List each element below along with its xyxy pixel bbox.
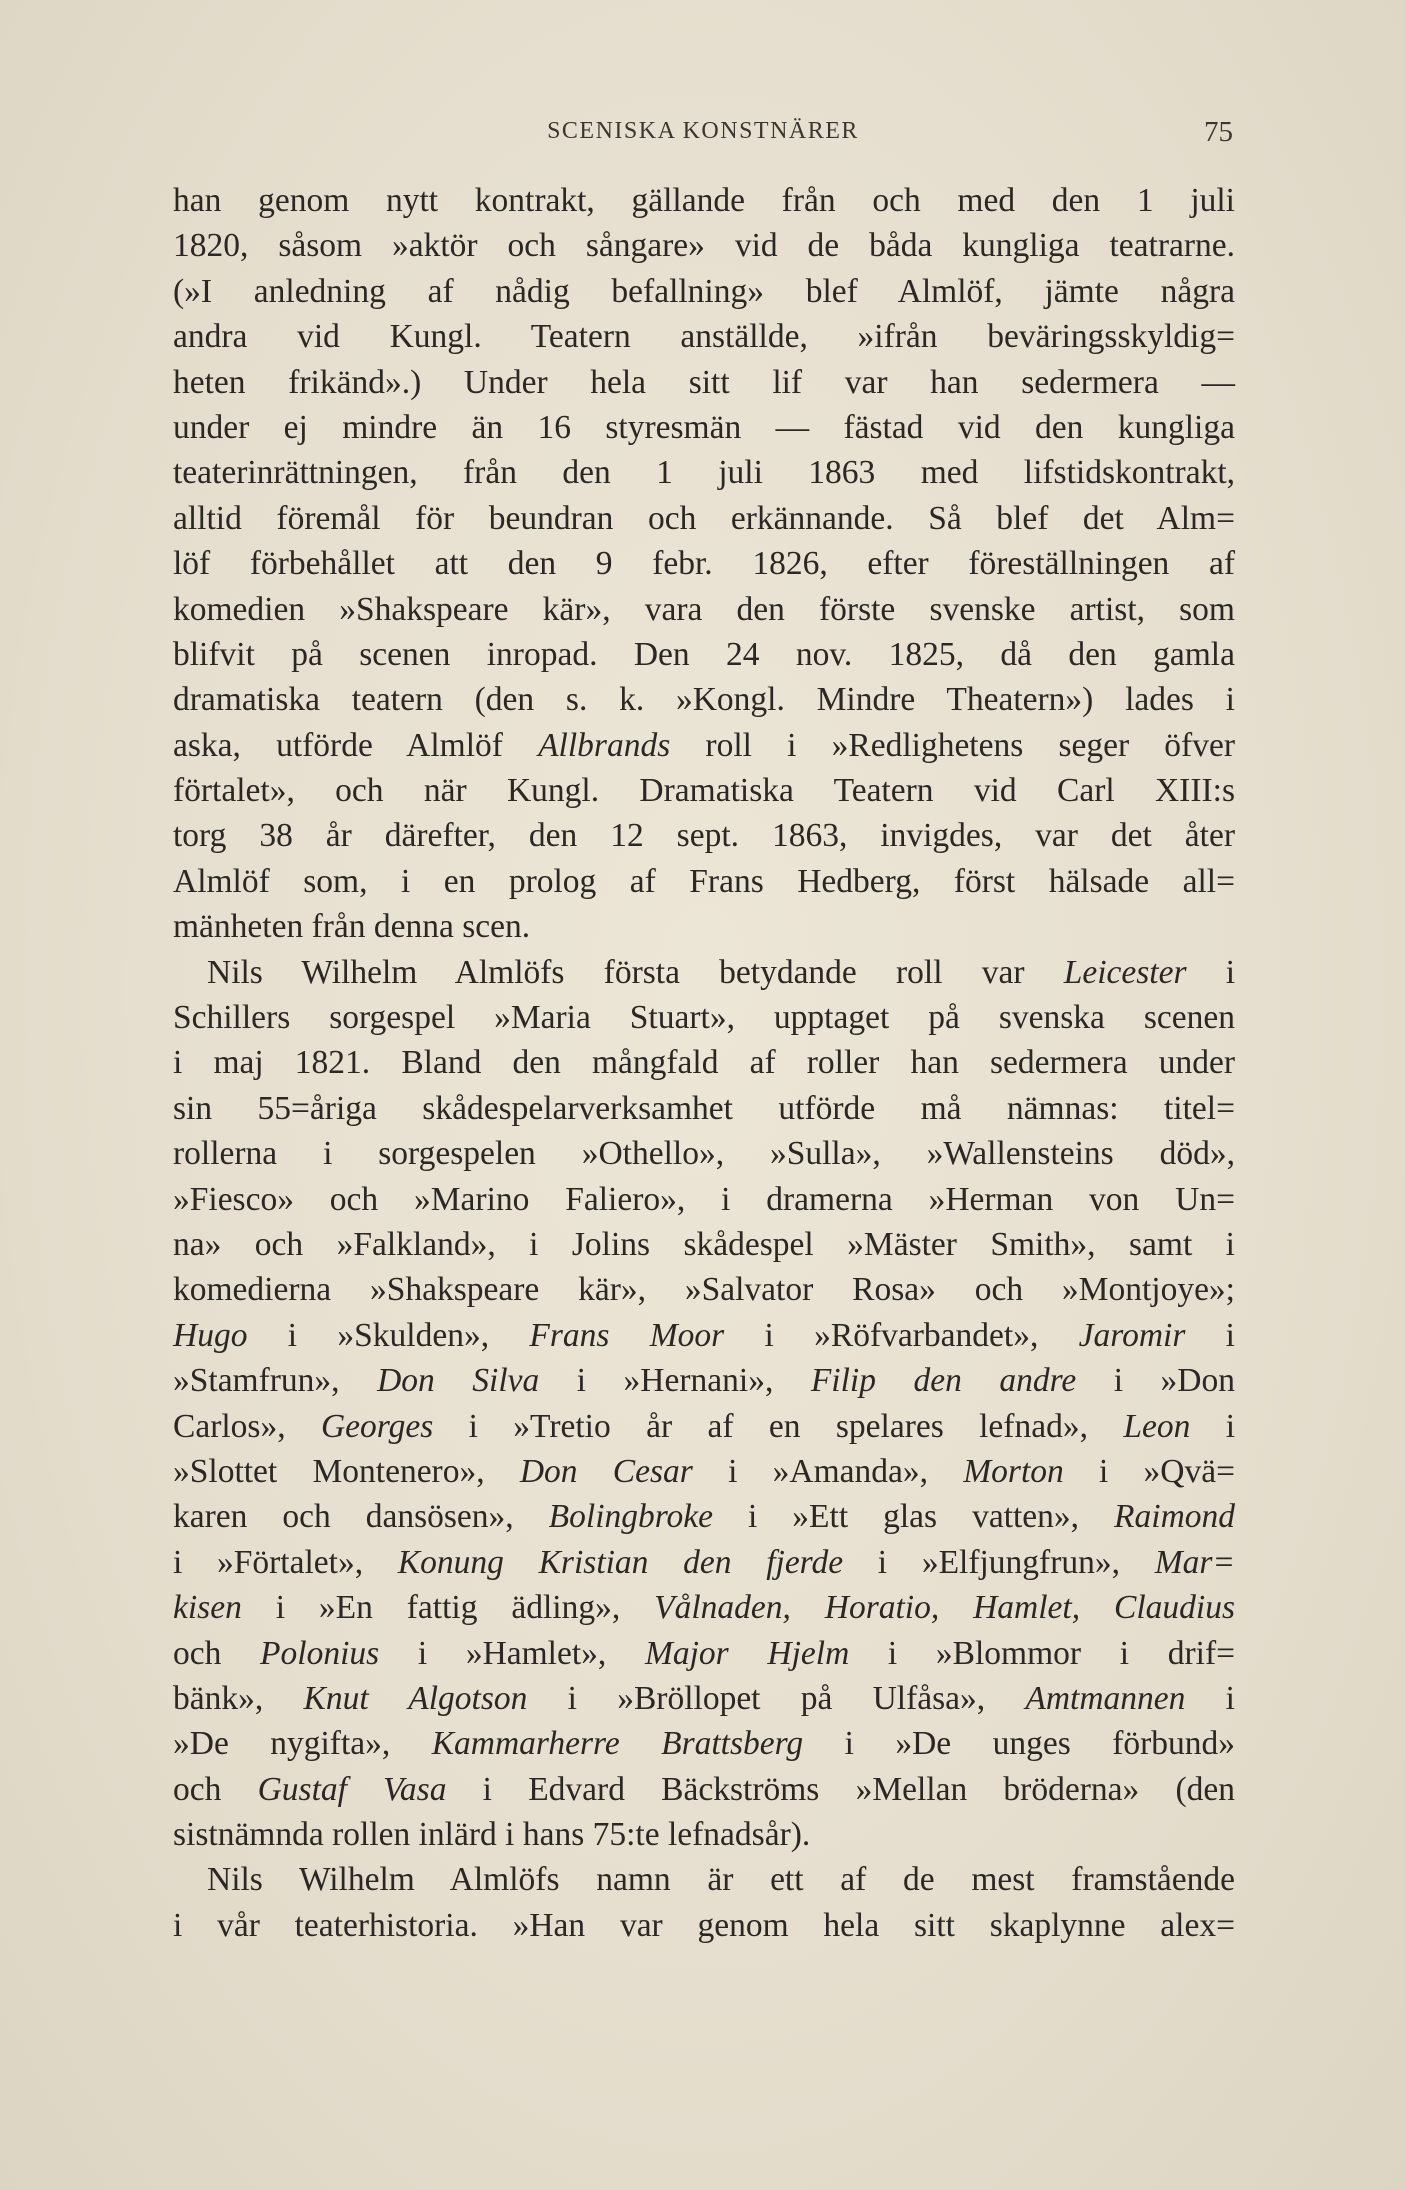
text-run: alltid föremål för beundran och erkännande. Så blef det Alm= bbox=[173, 499, 1235, 537]
text-run: i »Hernani», bbox=[539, 1362, 811, 1400]
italic-role-name: Major Hjelm bbox=[644, 1634, 850, 1672]
text-run: komedien »Shakspeare kär», vara den förste svenske artist, som bbox=[173, 590, 1235, 628]
italic-role-name: Jaromir bbox=[1078, 1316, 1186, 1354]
text-run: i maj 1821. Bland den mångfald af roller han sedermera under bbox=[173, 1044, 1235, 1082]
text-line bbox=[173, 1449, 1235, 1494]
italic-role-name: Mar= bbox=[1154, 1543, 1236, 1581]
text-run: Nils Wilhelm Almlöfs namn är ett af de mest framstående bbox=[207, 1861, 1235, 1899]
text-line bbox=[173, 1358, 1235, 1403]
text-line bbox=[173, 1676, 1235, 1721]
text-line bbox=[173, 859, 1235, 904]
text-line bbox=[173, 995, 1235, 1040]
italic-role-name: Knut Algotson bbox=[303, 1679, 528, 1717]
text-line bbox=[173, 723, 1235, 768]
text-line bbox=[173, 1131, 1235, 1176]
text-line bbox=[173, 1040, 1235, 1085]
text-run: i vår teaterhistoria. »Han var genom hela sitt skaplynne alex= bbox=[173, 1906, 1235, 1944]
text-run: i »Don bbox=[1076, 1362, 1235, 1400]
text-run: i bbox=[1190, 1407, 1236, 1445]
text-line bbox=[173, 405, 1235, 450]
italic-role-name: Leicester bbox=[1063, 953, 1187, 991]
text-run: sin 55=åriga skådespelarverksamhet utförde må nämnas: titel= bbox=[173, 1089, 1235, 1127]
text-line bbox=[173, 1086, 1235, 1131]
italic-role-name: Gustaf Vasa bbox=[257, 1770, 447, 1808]
text-line bbox=[173, 632, 1235, 677]
text-line bbox=[173, 1903, 1235, 1948]
text-run: dramatiska teatern (den s. k. »Kongl. Mindre Theatern») lades i bbox=[173, 681, 1235, 719]
text-run: löf förbehållet att den 9 febr. 1826, efter föreställningen af bbox=[173, 545, 1235, 583]
text-line bbox=[173, 1222, 1235, 1267]
text-line bbox=[173, 1631, 1235, 1676]
text-run: torg 38 år därefter, den 12 sept. 1863, invigdes, var det åter bbox=[173, 817, 1235, 855]
text-run: i »Förtalet», bbox=[173, 1543, 398, 1581]
text-line bbox=[173, 1267, 1235, 1312]
text-run: mänheten från denna scen. bbox=[173, 908, 531, 946]
page-number: 75 bbox=[1204, 116, 1233, 148]
italic-role-name: Amtmannen bbox=[1025, 1679, 1186, 1717]
text-run: i »Blommor i drif= bbox=[849, 1634, 1235, 1672]
text-run: i »De unges förbund» bbox=[803, 1725, 1236, 1763]
text-run: sistnämnda rollen inlärd i hans 75:te lefnadsår). bbox=[173, 1816, 811, 1854]
text-line bbox=[173, 1767, 1235, 1812]
text-line bbox=[173, 1585, 1235, 1630]
text-line bbox=[173, 1540, 1235, 1585]
italic-role-name: Georges bbox=[320, 1407, 434, 1445]
text-line bbox=[173, 269, 1235, 314]
text-line bbox=[173, 587, 1235, 632]
body-text bbox=[173, 178, 1235, 1948]
text-line bbox=[173, 360, 1235, 405]
italic-role-name: Hugo bbox=[173, 1316, 248, 1354]
text-run: Schillers sorgespel »Maria Stuart», upptaget på svenska scenen bbox=[173, 999, 1235, 1037]
italic-role-name: Morton bbox=[963, 1452, 1064, 1490]
text-run: i »Elfjungfrun», bbox=[843, 1543, 1155, 1581]
text-line bbox=[173, 904, 1235, 949]
text-run: »Slottet Montenero», bbox=[173, 1452, 520, 1490]
text-run: roll i »Redlighetens seger öfver bbox=[670, 726, 1235, 764]
text-run: och bbox=[173, 1770, 258, 1808]
italic-role-name: Vålnaden, Horatio, Hamlet, Claudius bbox=[654, 1589, 1235, 1627]
italic-role-name: Polonius bbox=[260, 1634, 380, 1672]
text-run: »Stamfrun», bbox=[173, 1362, 378, 1400]
italic-role-name: Allbrands bbox=[538, 726, 671, 764]
text-run: bänk», bbox=[173, 1679, 304, 1717]
text-run: i »Röfvarbandet», bbox=[724, 1316, 1079, 1354]
text-run: i »Hamlet», bbox=[379, 1634, 645, 1672]
text-run: andra vid Kungl. Teatern anställde, »ifrån beväringsskyldig= bbox=[173, 318, 1235, 356]
text-run: komedierna »Shakspeare kär», »Salvator Rosa» och »Montjoye»; bbox=[173, 1271, 1235, 1309]
text-run: i »Bröllopet på Ulfåsa», bbox=[527, 1679, 1026, 1717]
italic-role-name: Don Cesar bbox=[519, 1452, 693, 1490]
italic-role-name: Filip den andre bbox=[810, 1362, 1077, 1400]
text-run: i »En fattig ädling», bbox=[241, 1589, 655, 1627]
italic-role-name: Bolingbroke bbox=[548, 1498, 714, 1536]
text-run: Carlos», bbox=[173, 1407, 321, 1445]
text-line bbox=[173, 1812, 1235, 1857]
running-head: SCENISKA KONSTNÄRER bbox=[547, 118, 859, 144]
text-run: i »Amanda», bbox=[692, 1452, 964, 1490]
italic-role-name: Don Silva bbox=[377, 1362, 540, 1400]
text-line bbox=[173, 1313, 1235, 1358]
text-run: teaterinrättningen, från den 1 juli 1863 med lifstidskontrakt, bbox=[173, 454, 1235, 492]
text-line bbox=[173, 768, 1235, 813]
text-run: »Fiesco» och »Marino Faliero», i dramerna »Herman von Un= bbox=[173, 1180, 1235, 1218]
text-run: och bbox=[173, 1634, 261, 1672]
text-run: Almlöf som, i en prolog af Frans Hedberg, först hälsade all= bbox=[173, 862, 1235, 900]
text-line bbox=[173, 496, 1235, 541]
text-line bbox=[173, 677, 1235, 722]
text-line bbox=[173, 1494, 1235, 1539]
text-run: förtalet», och när Kungl. Dramatiska Teatern vid Carl XIII:s bbox=[173, 772, 1235, 810]
text-run: i Edvard Bäckströms »Mellan bröderna» (den bbox=[446, 1770, 1235, 1808]
text-line bbox=[173, 223, 1235, 268]
page-header bbox=[173, 118, 1233, 158]
text-run: aska, utförde Almlöf bbox=[173, 726, 539, 764]
text-run: i »Skulden», bbox=[247, 1316, 530, 1354]
text-run: i bbox=[1185, 1679, 1235, 1717]
text-run: i »Qvä= bbox=[1063, 1452, 1236, 1490]
italic-role-name: Kammarherre Brattsberg bbox=[431, 1725, 804, 1763]
text-line bbox=[173, 314, 1235, 359]
text-run: blifvit på scenen inropad. Den 24 nov. 1825, då den gamla bbox=[173, 635, 1235, 673]
text-run: i bbox=[1185, 1316, 1235, 1354]
text-line bbox=[173, 950, 1235, 995]
text-run: heten frikänd».) Under hela sitt lif var han sedermera — bbox=[173, 363, 1235, 401]
text-line bbox=[173, 450, 1235, 495]
italic-role-name: Leon bbox=[1123, 1407, 1191, 1445]
text-line bbox=[173, 178, 1235, 223]
text-run: 1820, såsom »aktör och sångare» vid de båda kungliga teatrarne. bbox=[173, 227, 1235, 265]
italic-role-name: kisen bbox=[173, 1589, 242, 1627]
italic-role-name: Konung Kristian den fjerde bbox=[397, 1543, 844, 1581]
text-line bbox=[173, 541, 1235, 586]
italic-role-name: Raimond bbox=[1114, 1498, 1236, 1536]
text-run: karen och dansösen», bbox=[173, 1498, 549, 1536]
text-run: i »Tretio år af en spelares lefnad», bbox=[433, 1407, 1124, 1445]
text-run: na» och »Falkland», i Jolins skådespel »Mäster Smith», samt i bbox=[173, 1225, 1235, 1263]
text-line bbox=[173, 1404, 1235, 1449]
text-run: »De nygifta», bbox=[173, 1725, 432, 1763]
text-run: i »Ett glas vatten», bbox=[713, 1498, 1115, 1536]
text-run: han genom nytt kontrakt, gällande från och med den 1 juli bbox=[173, 182, 1235, 219]
text-line bbox=[173, 1177, 1235, 1222]
text-line bbox=[173, 1857, 1235, 1902]
text-run: under ej mindre än 16 styresmän — fästad vid den kungliga bbox=[173, 408, 1235, 446]
text-run: (»I anledning af nådig befallning» blef Almlöf, jämte några bbox=[173, 272, 1235, 310]
text-run: i bbox=[1186, 953, 1236, 991]
text-run: rollerna i sorgespelen »Othello», »Sulla», »Wallensteins död», bbox=[173, 1135, 1235, 1173]
text-line bbox=[173, 1721, 1235, 1766]
text-run: Nils Wilhelm Almlöfs första betydande roll var bbox=[207, 953, 1064, 991]
italic-role-name: Frans Moor bbox=[529, 1316, 725, 1354]
text-line bbox=[173, 813, 1235, 858]
